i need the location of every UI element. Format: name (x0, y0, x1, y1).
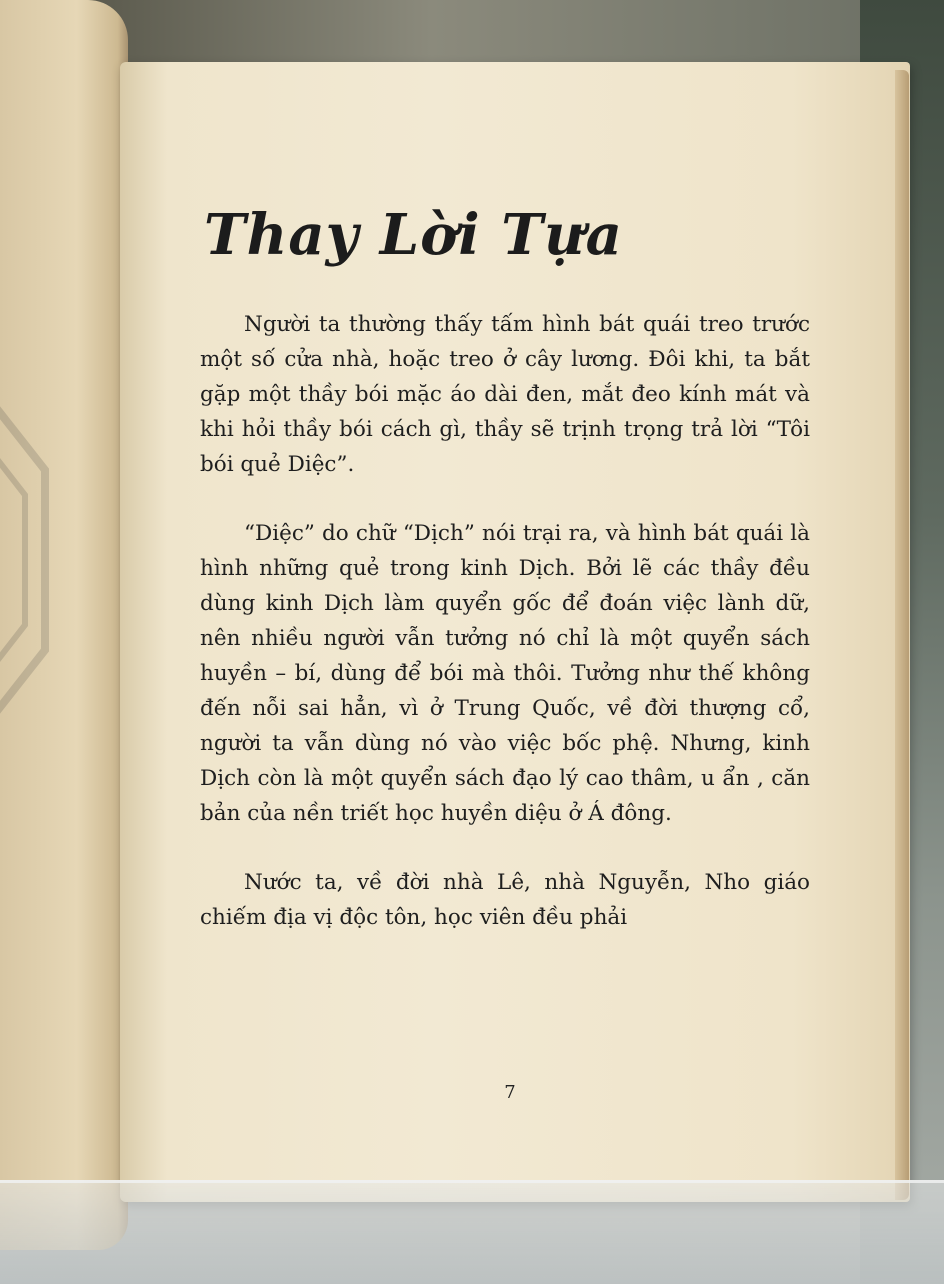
body-text (200, 307, 810, 935)
paragraph: Người ta thường thấy tấm hình bát quái treo trước một số cửa nhà, hoặc treo ở cây lương. Đôi khi, ta bắt gặp một thầy bói mặc áo dài đen, mắt đeo kính mát và khi hỏi thầy bói cách gì, thầy sẽ trịnh trọng trả lời “Tôi bói quẻ Diệc”. (200, 312, 810, 477)
paragraph: “Diệc” do chữ “Dịch” nói trại ra, và hình bát quái là hình những quẻ trong kinh Dịch. Bởi lẽ các thầy đều dùng kinh Dịch làm quyển gốc để đoán việc lành dữ, nên nhiều người vẫn tưởng nó chỉ là một quyển sách huyền – bí, dùng để bói mà thôi. Tưởng như thế không đến nỗi sai hẳn, vì ở Trung Quốc, về đời thượng cổ, người ta vẫn dùng nó vào việc bốc phệ. Nhưng, kinh Dịch còn là một quyển sách đạo lý cao thâm, u ẩn , căn bản của nền triết học huyền diệu ở Á đông. (200, 521, 810, 826)
page-number: 7 (504, 1082, 516, 1103)
book-page (120, 62, 910, 1202)
page-title: Thay Lời Tựa (204, 202, 623, 268)
bagua-icon (0, 390, 50, 730)
acrylic-stand (0, 1180, 944, 1284)
left-page (0, 0, 128, 1250)
page-edge (895, 70, 909, 1200)
paragraph: Nước ta, về đời nhà Lê, nhà Nguyễn, Nho giáo chiếm địa vị độc tôn, học viên đều phải (200, 870, 810, 930)
